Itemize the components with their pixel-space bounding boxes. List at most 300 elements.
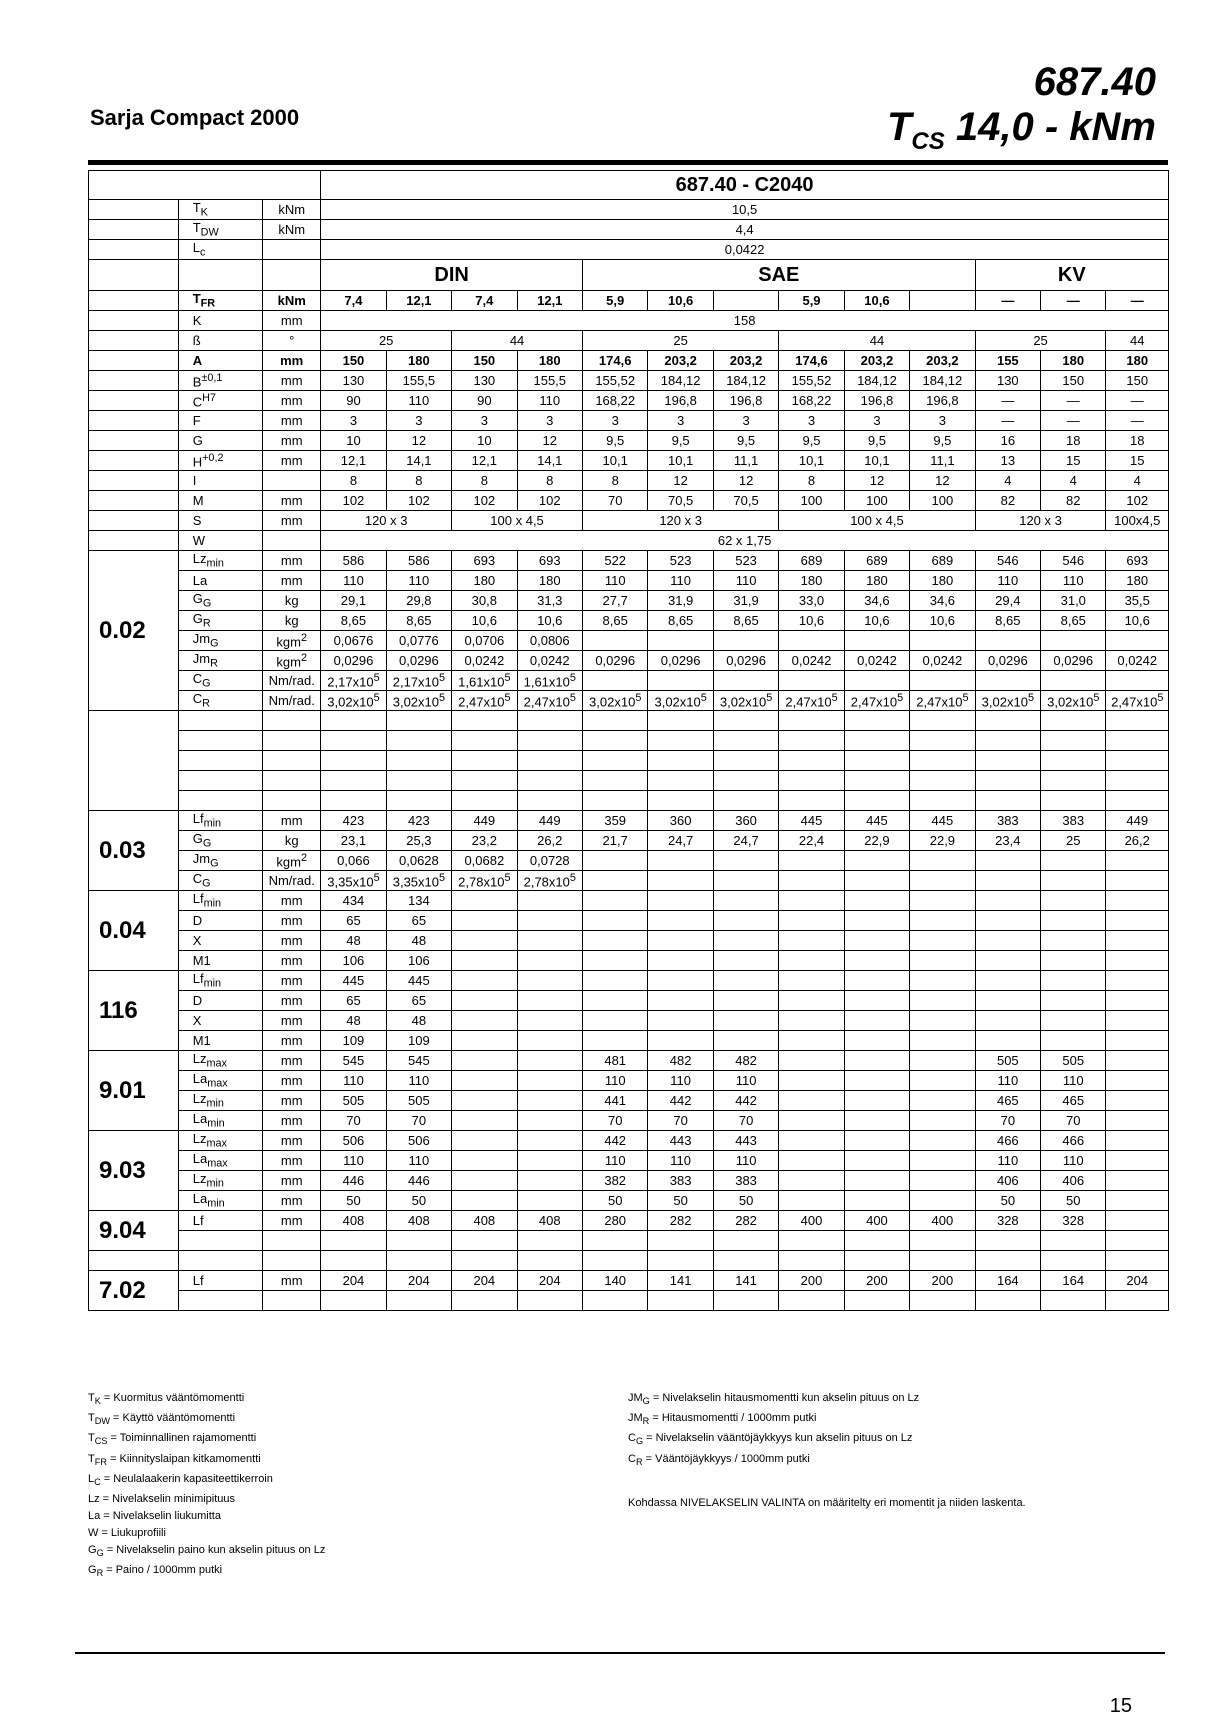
value bbox=[321, 791, 386, 811]
value bbox=[1106, 1071, 1169, 1091]
value bbox=[713, 731, 778, 751]
table-row bbox=[89, 291, 1169, 311]
group-label bbox=[89, 511, 179, 531]
group-label bbox=[89, 220, 179, 240]
value: 0,0706 bbox=[452, 631, 517, 651]
value: 3 bbox=[844, 411, 909, 431]
value bbox=[779, 731, 844, 751]
value bbox=[452, 1151, 517, 1171]
value: 11,1 bbox=[910, 451, 975, 471]
value: 70 bbox=[582, 491, 647, 511]
value bbox=[517, 1191, 582, 1211]
value bbox=[910, 291, 975, 311]
value: 21,7 bbox=[582, 831, 647, 851]
value: 406 bbox=[975, 1171, 1040, 1191]
value bbox=[844, 771, 909, 791]
group-label bbox=[89, 451, 179, 471]
value: 360 bbox=[648, 811, 713, 831]
symbol bbox=[178, 711, 262, 731]
value: 44 bbox=[1106, 331, 1169, 351]
symbol: $Lz_{min}$ bbox=[178, 1171, 262, 1191]
unit: mm bbox=[263, 431, 321, 451]
unit: mm bbox=[263, 891, 321, 911]
value bbox=[975, 931, 1040, 951]
symbol: S bbox=[178, 511, 262, 531]
value bbox=[779, 1191, 844, 1211]
table-row bbox=[89, 751, 1169, 771]
value: 50 bbox=[321, 1191, 386, 1211]
value bbox=[713, 791, 778, 811]
group-label bbox=[89, 260, 179, 291]
value: 0,0242 bbox=[779, 651, 844, 671]
value: 70 bbox=[386, 1111, 451, 1131]
symbol: $G_G$ bbox=[178, 591, 262, 611]
value bbox=[844, 1011, 909, 1031]
value bbox=[648, 631, 713, 651]
value bbox=[582, 791, 647, 811]
value: 0,0806 bbox=[517, 631, 582, 651]
value: 16 bbox=[975, 431, 1040, 451]
value: 0,0242 bbox=[452, 651, 517, 671]
value bbox=[844, 1291, 909, 1311]
symbol: K bbox=[178, 311, 262, 331]
value: 442 bbox=[648, 1091, 713, 1111]
value bbox=[975, 631, 1040, 651]
value: 359 bbox=[582, 811, 647, 831]
table-row bbox=[89, 1231, 1169, 1251]
unit: mm bbox=[263, 551, 321, 571]
value: 693 bbox=[452, 551, 517, 571]
value: 110 bbox=[582, 1071, 647, 1091]
value bbox=[779, 1171, 844, 1191]
value bbox=[779, 771, 844, 791]
unit: kg bbox=[263, 831, 321, 851]
value bbox=[582, 971, 647, 991]
value bbox=[517, 731, 582, 751]
value: 423 bbox=[321, 811, 386, 831]
value: 150 bbox=[321, 351, 386, 371]
table-row bbox=[89, 511, 1169, 531]
unit: mm bbox=[263, 491, 321, 511]
value: 164 bbox=[1041, 1271, 1106, 1291]
value: 110 bbox=[386, 391, 451, 411]
value: $3,02x10^5$ bbox=[1041, 691, 1106, 711]
value bbox=[910, 1291, 975, 1311]
value bbox=[844, 711, 909, 731]
value bbox=[844, 911, 909, 931]
value bbox=[779, 871, 844, 891]
legend-item: $C_G$ = Nivelakselin vääntöjäykkyys kun akselin pituus on Lz bbox=[628, 1432, 913, 1447]
value bbox=[713, 711, 778, 731]
value: 100 bbox=[910, 491, 975, 511]
legend-right bbox=[628, 1390, 919, 1471]
value: 12,1 bbox=[321, 451, 386, 471]
value-span: 158 bbox=[321, 311, 1169, 331]
value: — bbox=[1106, 391, 1169, 411]
value: 50 bbox=[975, 1191, 1040, 1211]
value: 155,5 bbox=[386, 371, 451, 391]
value: 110 bbox=[321, 1071, 386, 1091]
value: 180 bbox=[1106, 571, 1169, 591]
value: 34,6 bbox=[844, 591, 909, 611]
section-din: DIN bbox=[321, 260, 583, 291]
value bbox=[1041, 951, 1106, 971]
unit: Nm/rad. bbox=[263, 671, 321, 691]
value: 141 bbox=[648, 1271, 713, 1291]
symbol bbox=[178, 1231, 262, 1251]
symbol bbox=[178, 731, 262, 751]
value bbox=[1106, 1131, 1169, 1151]
symbol: $Lz_{max}$ bbox=[178, 1051, 262, 1071]
symbol bbox=[178, 751, 262, 771]
value: 90 bbox=[452, 391, 517, 411]
value bbox=[713, 871, 778, 891]
value bbox=[1041, 971, 1106, 991]
symbol: M bbox=[178, 491, 262, 511]
value: 282 bbox=[713, 1211, 778, 1231]
symbol bbox=[178, 791, 262, 811]
value bbox=[713, 911, 778, 931]
value bbox=[779, 1131, 844, 1151]
table-row bbox=[89, 311, 1169, 331]
value bbox=[582, 891, 647, 911]
table-row bbox=[89, 471, 1169, 491]
value bbox=[321, 731, 386, 751]
unit bbox=[263, 1231, 321, 1251]
symbol: I bbox=[178, 471, 262, 491]
value: 445 bbox=[321, 971, 386, 991]
value: 180 bbox=[779, 571, 844, 591]
symbol: $Jm_G$ bbox=[178, 631, 262, 651]
value bbox=[517, 951, 582, 971]
value: 203,2 bbox=[648, 351, 713, 371]
value: 27,7 bbox=[582, 591, 647, 611]
value: 14,1 bbox=[517, 451, 582, 471]
value: 18 bbox=[1106, 431, 1169, 451]
value bbox=[910, 931, 975, 951]
value: 26,2 bbox=[517, 831, 582, 851]
value bbox=[975, 1031, 1040, 1051]
value bbox=[1106, 751, 1169, 771]
value bbox=[844, 1191, 909, 1211]
value: 48 bbox=[386, 931, 451, 951]
value: 406 bbox=[1041, 1171, 1106, 1191]
symbol: M1 bbox=[178, 951, 262, 971]
symbol bbox=[178, 260, 262, 291]
unit: mm bbox=[263, 371, 321, 391]
value bbox=[844, 1151, 909, 1171]
value bbox=[779, 631, 844, 651]
value: 100 bbox=[844, 491, 909, 511]
table-row bbox=[89, 431, 1169, 451]
value: 82 bbox=[1041, 491, 1106, 511]
value: 196,8 bbox=[713, 391, 778, 411]
table-row bbox=[89, 791, 1169, 811]
value: 44 bbox=[779, 331, 975, 351]
symbol: $La_{max}$ bbox=[178, 1071, 262, 1091]
value: 200 bbox=[910, 1271, 975, 1291]
value bbox=[1106, 1091, 1169, 1111]
value: 443 bbox=[713, 1131, 778, 1151]
value bbox=[910, 1191, 975, 1211]
value: 0,0296 bbox=[321, 651, 386, 671]
value bbox=[910, 1231, 975, 1251]
value: 383 bbox=[713, 1171, 778, 1191]
value bbox=[910, 751, 975, 771]
group-label bbox=[89, 391, 179, 411]
value bbox=[713, 631, 778, 651]
table-row bbox=[89, 1171, 1169, 1191]
value bbox=[713, 291, 778, 311]
value: 134 bbox=[386, 891, 451, 911]
value: 110 bbox=[648, 1151, 713, 1171]
legend-item: $T_K$ = Kuormitus vääntömomentti bbox=[88, 1392, 245, 1407]
value bbox=[517, 751, 582, 771]
unit: kNm bbox=[263, 200, 321, 220]
unit: mm bbox=[263, 1031, 321, 1051]
value: 522 bbox=[582, 551, 647, 571]
table-row bbox=[89, 1071, 1169, 1091]
symbol: $La_{min}$ bbox=[178, 1111, 262, 1131]
value: 110 bbox=[1041, 1071, 1106, 1091]
table-row bbox=[89, 1191, 1169, 1211]
value: 200 bbox=[779, 1271, 844, 1291]
value: 11,1 bbox=[713, 451, 778, 471]
value: 168,22 bbox=[779, 391, 844, 411]
value: 443 bbox=[648, 1131, 713, 1151]
value: 168,22 bbox=[582, 391, 647, 411]
value: $2,47x10^5$ bbox=[779, 691, 844, 711]
model-code: 687.40 bbox=[1033, 60, 1156, 104]
value bbox=[779, 931, 844, 951]
value bbox=[910, 891, 975, 911]
value: 110 bbox=[386, 1071, 451, 1091]
value: — bbox=[975, 411, 1040, 431]
symbol: A bbox=[178, 351, 262, 371]
value: 10,1 bbox=[582, 451, 647, 471]
value: 110 bbox=[386, 1151, 451, 1171]
legend-item: $G_R$ = Paino / 1000mm putki bbox=[88, 1564, 223, 1579]
value bbox=[517, 971, 582, 991]
table-row bbox=[89, 371, 1169, 391]
footer-rule bbox=[75, 1652, 1165, 1654]
value: 10 bbox=[452, 431, 517, 451]
legend-item: La = Nivelakselin liukumitta bbox=[88, 1509, 221, 1522]
value bbox=[713, 671, 778, 691]
series-title: Sarja Compact 2000 bbox=[90, 105, 300, 130]
unit: kgm$^2$ bbox=[263, 851, 321, 871]
value: 282 bbox=[648, 1211, 713, 1231]
symbol: G bbox=[178, 431, 262, 451]
value: $3,02x10^5$ bbox=[321, 691, 386, 711]
value bbox=[779, 891, 844, 911]
value bbox=[1106, 1291, 1169, 1311]
table-row bbox=[89, 871, 1169, 891]
value: 100 x 4,5 bbox=[779, 511, 975, 531]
value bbox=[321, 1251, 386, 1271]
value bbox=[1106, 711, 1169, 731]
value bbox=[452, 891, 517, 911]
value bbox=[452, 731, 517, 751]
symbol: F bbox=[178, 411, 262, 431]
group-label: 9.04 bbox=[89, 1211, 179, 1251]
value bbox=[648, 671, 713, 691]
group-label bbox=[89, 471, 179, 491]
value bbox=[648, 791, 713, 811]
value bbox=[517, 1091, 582, 1111]
table-row bbox=[89, 200, 1169, 220]
value: 586 bbox=[321, 551, 386, 571]
value bbox=[975, 1231, 1040, 1251]
group-label: 116 bbox=[89, 971, 179, 1051]
value: 50 bbox=[386, 1191, 451, 1211]
value bbox=[844, 1051, 909, 1071]
value: 8,65 bbox=[713, 611, 778, 631]
group-label bbox=[89, 1251, 179, 1271]
value bbox=[648, 1231, 713, 1251]
value bbox=[452, 1091, 517, 1111]
value: 25 bbox=[321, 331, 452, 351]
table-row bbox=[89, 331, 1169, 351]
group-label: 9.01 bbox=[89, 1051, 179, 1131]
value bbox=[517, 1231, 582, 1251]
value bbox=[452, 1291, 517, 1311]
value bbox=[844, 1091, 909, 1111]
unit: mm bbox=[263, 1011, 321, 1031]
value: 203,2 bbox=[844, 351, 909, 371]
value: 31,0 bbox=[1041, 591, 1106, 611]
value bbox=[517, 911, 582, 931]
value bbox=[648, 751, 713, 771]
value bbox=[1106, 1051, 1169, 1071]
value bbox=[1106, 991, 1169, 1011]
unit: mm bbox=[263, 1191, 321, 1211]
value bbox=[517, 1131, 582, 1151]
value bbox=[517, 711, 582, 731]
value: 465 bbox=[1041, 1091, 1106, 1111]
value: 0,0296 bbox=[582, 651, 647, 671]
value bbox=[321, 711, 386, 731]
value: $3,02x10^5$ bbox=[386, 691, 451, 711]
table-row bbox=[89, 451, 1169, 471]
value: 523 bbox=[648, 551, 713, 571]
value bbox=[452, 1251, 517, 1271]
value: 70 bbox=[648, 1111, 713, 1131]
value bbox=[582, 631, 647, 651]
value bbox=[582, 1231, 647, 1251]
value: 408 bbox=[452, 1211, 517, 1231]
legend-item: W = Liukuprofiili bbox=[88, 1526, 166, 1539]
value: 0,0728 bbox=[517, 851, 582, 871]
value bbox=[582, 1011, 647, 1031]
value: 280 bbox=[582, 1211, 647, 1231]
value: 10,1 bbox=[844, 451, 909, 471]
value bbox=[517, 1151, 582, 1171]
value: 0,0776 bbox=[386, 631, 451, 651]
value: 400 bbox=[910, 1211, 975, 1231]
value: 33,0 bbox=[779, 591, 844, 611]
value bbox=[1106, 1211, 1169, 1231]
value bbox=[1041, 671, 1106, 691]
value bbox=[648, 971, 713, 991]
value: 204 bbox=[321, 1271, 386, 1291]
value bbox=[975, 711, 1040, 731]
table-row bbox=[89, 1031, 1169, 1051]
value: 70 bbox=[1041, 1111, 1106, 1131]
legend-item: $T_{DW}$ = Käyttö vääntömomentti bbox=[88, 1412, 236, 1427]
value: 31,3 bbox=[517, 591, 582, 611]
value: 102 bbox=[321, 491, 386, 511]
value: 65 bbox=[321, 991, 386, 1011]
value bbox=[1041, 711, 1106, 731]
value: 25 bbox=[975, 331, 1106, 351]
value bbox=[1041, 871, 1106, 891]
value bbox=[910, 1091, 975, 1111]
value: $2,78x10^5$ bbox=[517, 871, 582, 891]
value: 3 bbox=[910, 411, 975, 431]
value bbox=[975, 891, 1040, 911]
symbol: M1 bbox=[178, 1031, 262, 1051]
value bbox=[1106, 731, 1169, 751]
value bbox=[910, 971, 975, 991]
value bbox=[648, 911, 713, 931]
value: 35,5 bbox=[1106, 591, 1169, 611]
value bbox=[386, 731, 451, 751]
value: 12 bbox=[517, 431, 582, 451]
symbol: ß bbox=[178, 331, 262, 351]
value bbox=[975, 991, 1040, 1011]
value: 12,1 bbox=[386, 291, 451, 311]
value bbox=[1041, 771, 1106, 791]
value: — bbox=[1106, 411, 1169, 431]
value bbox=[386, 711, 451, 731]
group-label: 0.04 bbox=[89, 891, 179, 971]
value: 12 bbox=[386, 431, 451, 451]
legend-left bbox=[88, 1390, 325, 1582]
table-row bbox=[89, 571, 1169, 591]
table-row bbox=[89, 911, 1169, 931]
unit: mm bbox=[263, 411, 321, 431]
value: 31,9 bbox=[648, 591, 713, 611]
legend-item: $JM_G$ = Nivelakselin hitausmomentti kun akselin pituus on Lz bbox=[628, 1392, 920, 1407]
unit: mm bbox=[263, 1071, 321, 1091]
value bbox=[452, 1131, 517, 1151]
value: 3 bbox=[648, 411, 713, 431]
value bbox=[910, 711, 975, 731]
value bbox=[517, 1011, 582, 1031]
symbol: $G_G$ bbox=[178, 831, 262, 851]
value: $2,78x10^5$ bbox=[452, 871, 517, 891]
table-row bbox=[89, 971, 1169, 991]
value: 204 bbox=[1106, 1271, 1169, 1291]
value: 120 x 3 bbox=[321, 511, 452, 531]
table-row bbox=[89, 1271, 1169, 1291]
value: 445 bbox=[386, 971, 451, 991]
symbol: $B^{\pm 0,1}$ bbox=[178, 371, 262, 391]
symbol: Lf bbox=[178, 1271, 262, 1291]
value bbox=[713, 1031, 778, 1051]
value: 120 x 3 bbox=[975, 511, 1106, 531]
value bbox=[975, 771, 1040, 791]
value: 446 bbox=[321, 1171, 386, 1191]
value: $1,61x10^5$ bbox=[452, 671, 517, 691]
value: 12 bbox=[844, 471, 909, 491]
symbol: $L_c$ bbox=[178, 240, 262, 260]
legend-item: $G_G$ = Nivelakselin paino kun akselin pituus on Lz bbox=[88, 1543, 326, 1559]
table-row bbox=[89, 491, 1169, 511]
value: 400 bbox=[779, 1211, 844, 1231]
value: 9,5 bbox=[779, 431, 844, 451]
